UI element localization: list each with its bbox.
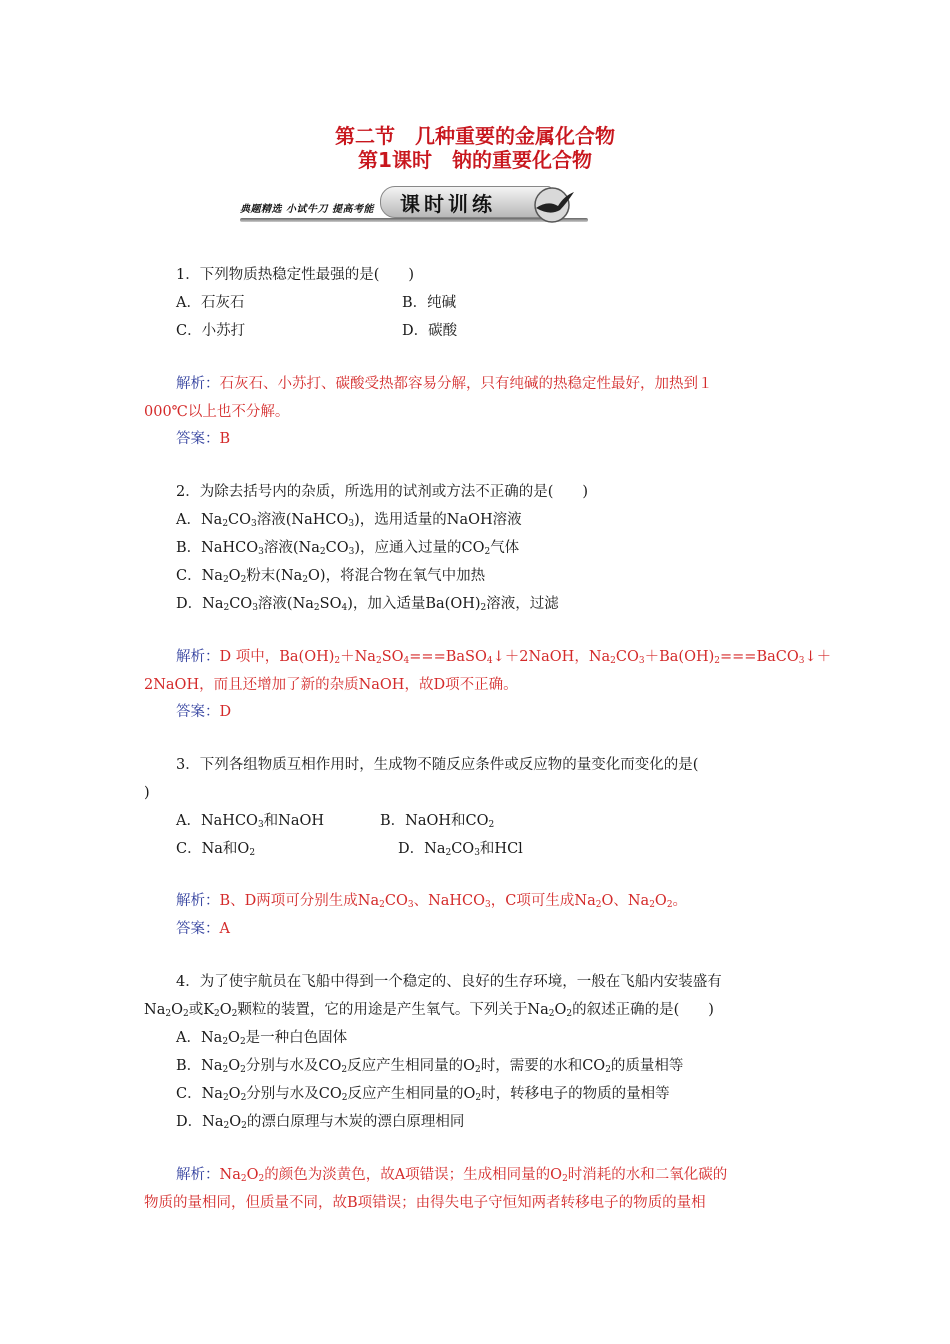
q4-analysis-line1: 解析：$Na_2O_2$的颜色为淡黄色，故A项错误；生成相同量的$O_2$时消耗的水和二氧化碳的 bbox=[176, 1167, 728, 1184]
q2-option-d: D．$Na_2CO_3$溶液$(Na_2SO_4)$，加入适量$Ba(OH)_2$溶液，过滤 bbox=[176, 596, 559, 613]
answer-label: 答案： bbox=[176, 921, 220, 937]
q1-option-c: C．小苏打 bbox=[176, 323, 246, 339]
bird-emblem-icon bbox=[528, 186, 576, 224]
q3-answer bbox=[176, 919, 230, 939]
analysis-label: 解析： bbox=[176, 1167, 220, 1183]
analysis-label: 解析： bbox=[176, 376, 220, 392]
q2-option-a: A．$Na_2CO_3$溶液(NaHCO$_3$)，选用适量的NaOH溶液 bbox=[176, 512, 522, 529]
q4-stem-line1: 4．为了使宇航员在飞船中得到一个稳定的、良好的生存环境，一般在飞船内安装盛有 bbox=[176, 974, 722, 990]
q2-option-c: C．$Na_2O_2$粉末$(Na_2O)$，将混合物在氧气中加热 bbox=[176, 568, 486, 585]
q3-stem-line2: ) bbox=[144, 785, 150, 801]
q2-answer bbox=[176, 702, 231, 722]
analysis-label: 解析： bbox=[176, 649, 220, 665]
q3-analysis: 解析：B、D两项可分别生成$Na_2CO_3$、NaHCO$_3$，C项可生成$Na_2O$、$Na_2O_2$。 bbox=[176, 893, 688, 910]
q3-option-a: A．NaHCO$_3$和NaOH bbox=[176, 813, 325, 830]
chapter-title: 第二节 几种重要的金属化合物 bbox=[335, 124, 615, 148]
q1-analysis-line2: 000℃以上也不分解。 bbox=[144, 404, 290, 420]
q1-option-a: A．石灰石 bbox=[176, 295, 245, 311]
q4-option-b: B．$Na_2O_2$分别与水及$CO_2$反应产生相同量的$O_2$时，需要的水和$CO_2$的质量相等 bbox=[176, 1058, 684, 1075]
q3-option-b: B．NaOH和$CO_2$ bbox=[380, 813, 495, 830]
answer-value: A bbox=[219, 921, 230, 937]
answer-value: D bbox=[219, 704, 232, 720]
q3-option-c: C．Na和$O_2$ bbox=[176, 841, 256, 858]
q1-option-b: B．纯碱 bbox=[402, 295, 457, 311]
q4-stem-line2: $Na_2O_2$或$K_2O_2$颗粒的装置，它的用途是产生氧气。下列关于$Na_2O_2$的叙述正确的是( ) bbox=[144, 1002, 714, 1019]
answer-label: 答案： bbox=[176, 431, 220, 447]
q3-option-d: D．$Na_2CO_3$和HCl bbox=[398, 841, 523, 858]
lesson-title: 第1课时 钠的重要化合物 bbox=[358, 148, 592, 172]
answer-label: 答案： bbox=[176, 704, 220, 720]
answer-value: B bbox=[219, 431, 231, 447]
q1-analysis-line1 bbox=[176, 374, 713, 394]
q1-option-d: D．碳酸 bbox=[402, 323, 458, 339]
q3-stem-line1: 3．下列各组物质互相作用时，生成物不随反应条件或反应物的量变化而变化的是( bbox=[176, 757, 699, 773]
section-banner bbox=[240, 186, 600, 226]
q4-option-d: D．$Na_2O_2$的漂白原理与木炭的漂白原理相同 bbox=[176, 1114, 465, 1131]
banner-label: 课时训练 bbox=[400, 192, 496, 216]
banner-slogan: 典题精选 小试牛刀 提高考能 bbox=[240, 204, 374, 215]
analysis-text: 石灰石、小苏打、碳酸受热都容易分解，只有纯碱的热稳定性最好，加热到１ bbox=[219, 376, 713, 392]
q1-answer bbox=[176, 429, 230, 449]
q4-option-c: C．$Na_2O_2$分别与水及$CO_2$反应产生相同量的$O_2$时，转移电子的物质的量相等 bbox=[176, 1086, 670, 1103]
analysis-label: 解析： bbox=[176, 893, 220, 909]
q1-stem: 1．下列物质热稳定性最强的是( ) bbox=[176, 267, 415, 283]
q2-option-b: B．NaHCO$_3$溶液$(Na_2CO_3)$，应通入过量的$CO_2$气体 bbox=[176, 540, 520, 557]
q4-option-a: A．$Na_2O_2$是一种白色固体 bbox=[176, 1030, 348, 1047]
q2-analysis-line1: 解析：D 项中，$Ba(OH)_2+Na_2SO_4===BaSO_4↓+2NaOH$，$Na_2CO_3+Ba(OH)_2===BaCO_3↓+$ bbox=[176, 649, 832, 666]
q4-analysis-line2: 物质的量相同，但质量不同，故B项错误；由得失电子守恒知两者转移电子的物质的量相 bbox=[144, 1195, 706, 1211]
q2-analysis-line2: 2NaOH，而且还增加了新的杂质NaOH，故D项不正确。 bbox=[144, 677, 518, 693]
q2-stem: 2．为除去括号内的杂质，所选用的试剂或方法不正确的是( ) bbox=[176, 484, 589, 500]
